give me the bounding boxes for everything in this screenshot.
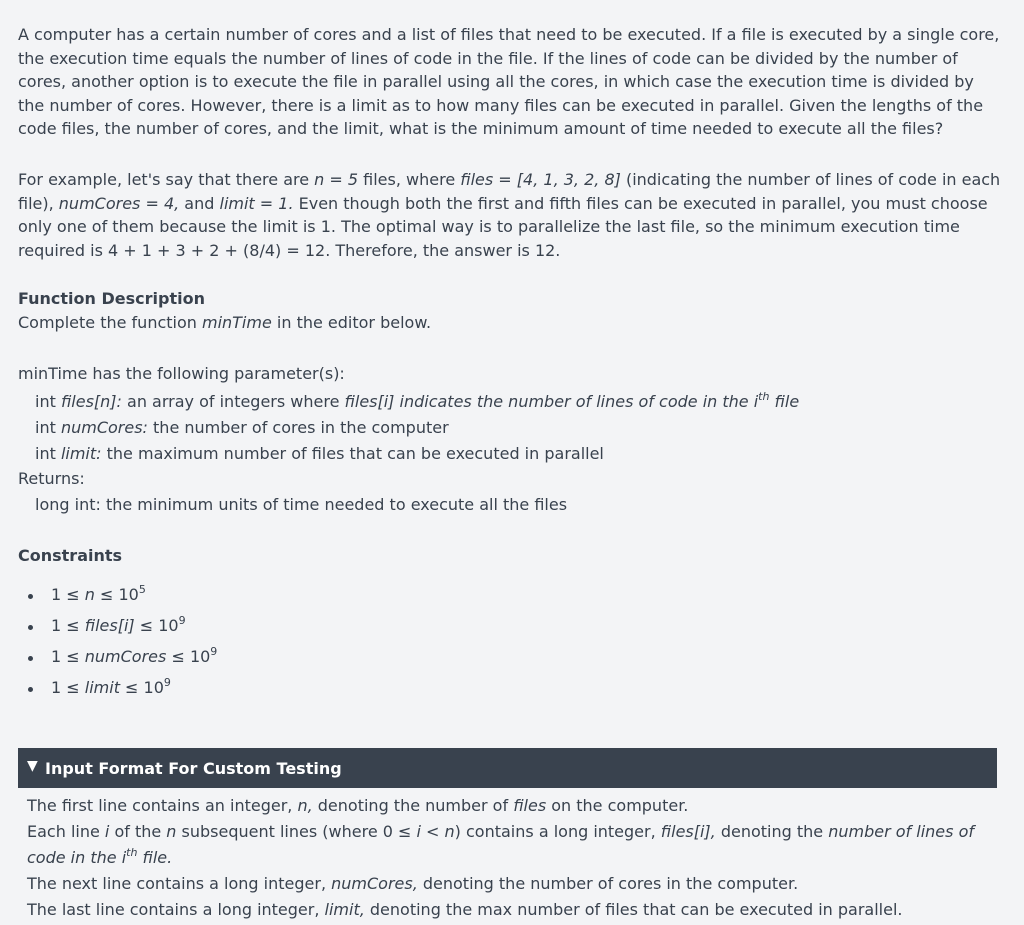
- constraint-pre: 1 ≤: [51, 616, 85, 635]
- ifmt-text: denoting the max number of files that can be executed in parallel.: [364, 900, 903, 919]
- constraint-pre: 1 ≤: [51, 678, 85, 697]
- param-desc: the maximum number of files that can be executed in parallel: [101, 444, 604, 463]
- returns-text: long int: the minimum units of time needed to execute all the files: [35, 495, 568, 514]
- param-type: int: [35, 392, 61, 411]
- constraint-var: files[i]: [84, 616, 135, 635]
- ifmt-text: ) contains a long integer,: [454, 822, 661, 841]
- ifmt-text: denoting the: [715, 822, 829, 841]
- example-text: (indicating the number of lines of code in each file),: [18, 170, 1001, 213]
- example-paragraph: [18, 168, 1003, 262]
- ifmt-var: i: [416, 822, 421, 841]
- ifmt-text: The last line contains a long integer,: [27, 900, 325, 919]
- example-files: files = [4, 1, 3, 2, 8]: [460, 170, 621, 189]
- constraint-var: n: [84, 585, 95, 604]
- param-desc: the number of cores in the computer: [147, 418, 449, 437]
- function-description-heading: Function Description: [18, 289, 205, 308]
- param-i: i: [753, 392, 759, 411]
- param-desc-italic: files[i] indicates the number of lines of code in the: [344, 392, 754, 411]
- input-format-line: [27, 871, 992, 897]
- ifmt-var: files: [513, 796, 547, 815]
- fd-pre: Complete the function: [18, 313, 202, 332]
- returns-label: Returns:: [18, 469, 85, 488]
- param-numcores: [35, 418, 449, 437]
- constraint-var: numCores: [84, 647, 167, 666]
- constraints-list: [0, 582, 218, 709]
- ifmt-var: i: [121, 848, 127, 867]
- input-format-line: [27, 793, 992, 819]
- param-type: int: [35, 444, 61, 463]
- parameters-intro: minTime has the following parameter(s):: [18, 364, 345, 383]
- example-text: For example, let's say that there are: [18, 170, 315, 189]
- collapse-arrow-icon: ▼: [27, 758, 38, 774]
- constraint-var: limit: [84, 678, 120, 697]
- ifmt-var: i: [104, 822, 110, 841]
- custom-testing-toggle[interactable]: [18, 748, 997, 788]
- constraint-exp: 9: [178, 613, 186, 627]
- ifmt-var: limit,: [324, 900, 365, 919]
- constraint-item: [0, 582, 217, 616]
- function-name: minTime: [201, 313, 272, 332]
- ifmt-var: numCores,: [331, 874, 418, 893]
- param-desc: an array of integers where: [121, 392, 345, 411]
- param-tail: file: [769, 392, 800, 411]
- ifmt-text: denoting the number of: [312, 796, 514, 815]
- ifmt-var: number of lines of code in the: [27, 822, 974, 867]
- constraint-item: [0, 613, 217, 647]
- ifmt-text: on the computer.: [546, 796, 689, 815]
- constraint-item: [0, 675, 217, 709]
- param-name: files[n]:: [60, 392, 122, 411]
- ifmt-text: subsequent lines (where 0 ≤: [176, 822, 417, 841]
- example-n: n = 5: [314, 170, 359, 189]
- param-sup: th: [758, 389, 770, 403]
- input-format-line: [27, 819, 992, 871]
- constraint-exp: 5: [138, 582, 146, 596]
- constraints-heading: Constraints: [18, 546, 123, 565]
- constraint-item: [0, 644, 218, 678]
- ifmt-var: files[i],: [660, 822, 716, 841]
- ifmt-var: n: [444, 822, 455, 841]
- example-text: files, where: [358, 170, 461, 189]
- example-numcores: numCores = 4,: [58, 193, 180, 213]
- ifmt-var: n: [166, 822, 177, 841]
- constraint-pre: 1 ≤: [51, 585, 85, 604]
- ifmt-sup: th: [126, 845, 138, 859]
- constraint-exp: 9: [210, 644, 218, 658]
- ifmt-var: n,: [297, 796, 313, 815]
- constraint-post: ≤ 10: [119, 678, 164, 697]
- ifmt-text: denoting the number of cores in the computer.: [417, 874, 799, 893]
- constraint-pre: 1 ≤: [51, 647, 85, 666]
- custom-testing-title: Input Format For Custom Testing: [45, 759, 342, 778]
- constraint-exp: 9: [163, 675, 171, 689]
- constraint-post: ≤ 10: [94, 585, 139, 604]
- constraint-post: ≤ 10: [134, 616, 179, 635]
- problem-intro: A computer has a certain number of cores and a list of files that need to be executed. If a file is executed by a single core, the execution time equals the number of lines of code in the file. If the lines of code can be divided by the number of cores, another option is to execute the file in parallel using all the cores, in which case the execution time is divided by the number of cores. However, there is a limit as to how many files can be executed in parallel. Given the lengths of the code files, the number of cores, and the limit, what is the minimum amount of time needed to execute all the files?: [18, 25, 1000, 138]
- ifmt-text: The first line contains an integer,: [27, 796, 298, 815]
- ifmt-text: The next line contains a long integer,: [27, 874, 332, 893]
- ifmt-text: Each line: [27, 822, 105, 841]
- param-limit: [35, 444, 604, 463]
- fd-post: in the editor below.: [271, 313, 432, 332]
- input-format-line: [27, 897, 992, 923]
- example-text: Even though both the first and fifth files can be executed in parallel, you must choose only one of them because the limit is 1. The optimal way is to parallelize the last file, so the minimum execution time required is 4 + 1 + 3 + 2 + (8/4) = 12. Therefore, the answer is 12.: [18, 193, 988, 260]
- function-description-text: [18, 313, 431, 332]
- ifmt-text: of the: [109, 822, 167, 841]
- ifmt-var: file.: [137, 848, 173, 867]
- example-limit: limit = 1.: [219, 193, 294, 213]
- constraint-post: ≤ 10: [166, 647, 211, 666]
- param-name: numCores:: [60, 418, 148, 437]
- ifmt-text: <: [420, 822, 445, 841]
- param-name: limit:: [60, 444, 102, 463]
- param-type: int: [35, 418, 61, 437]
- param-files: [35, 389, 800, 411]
- example-text: and: [179, 193, 220, 213]
